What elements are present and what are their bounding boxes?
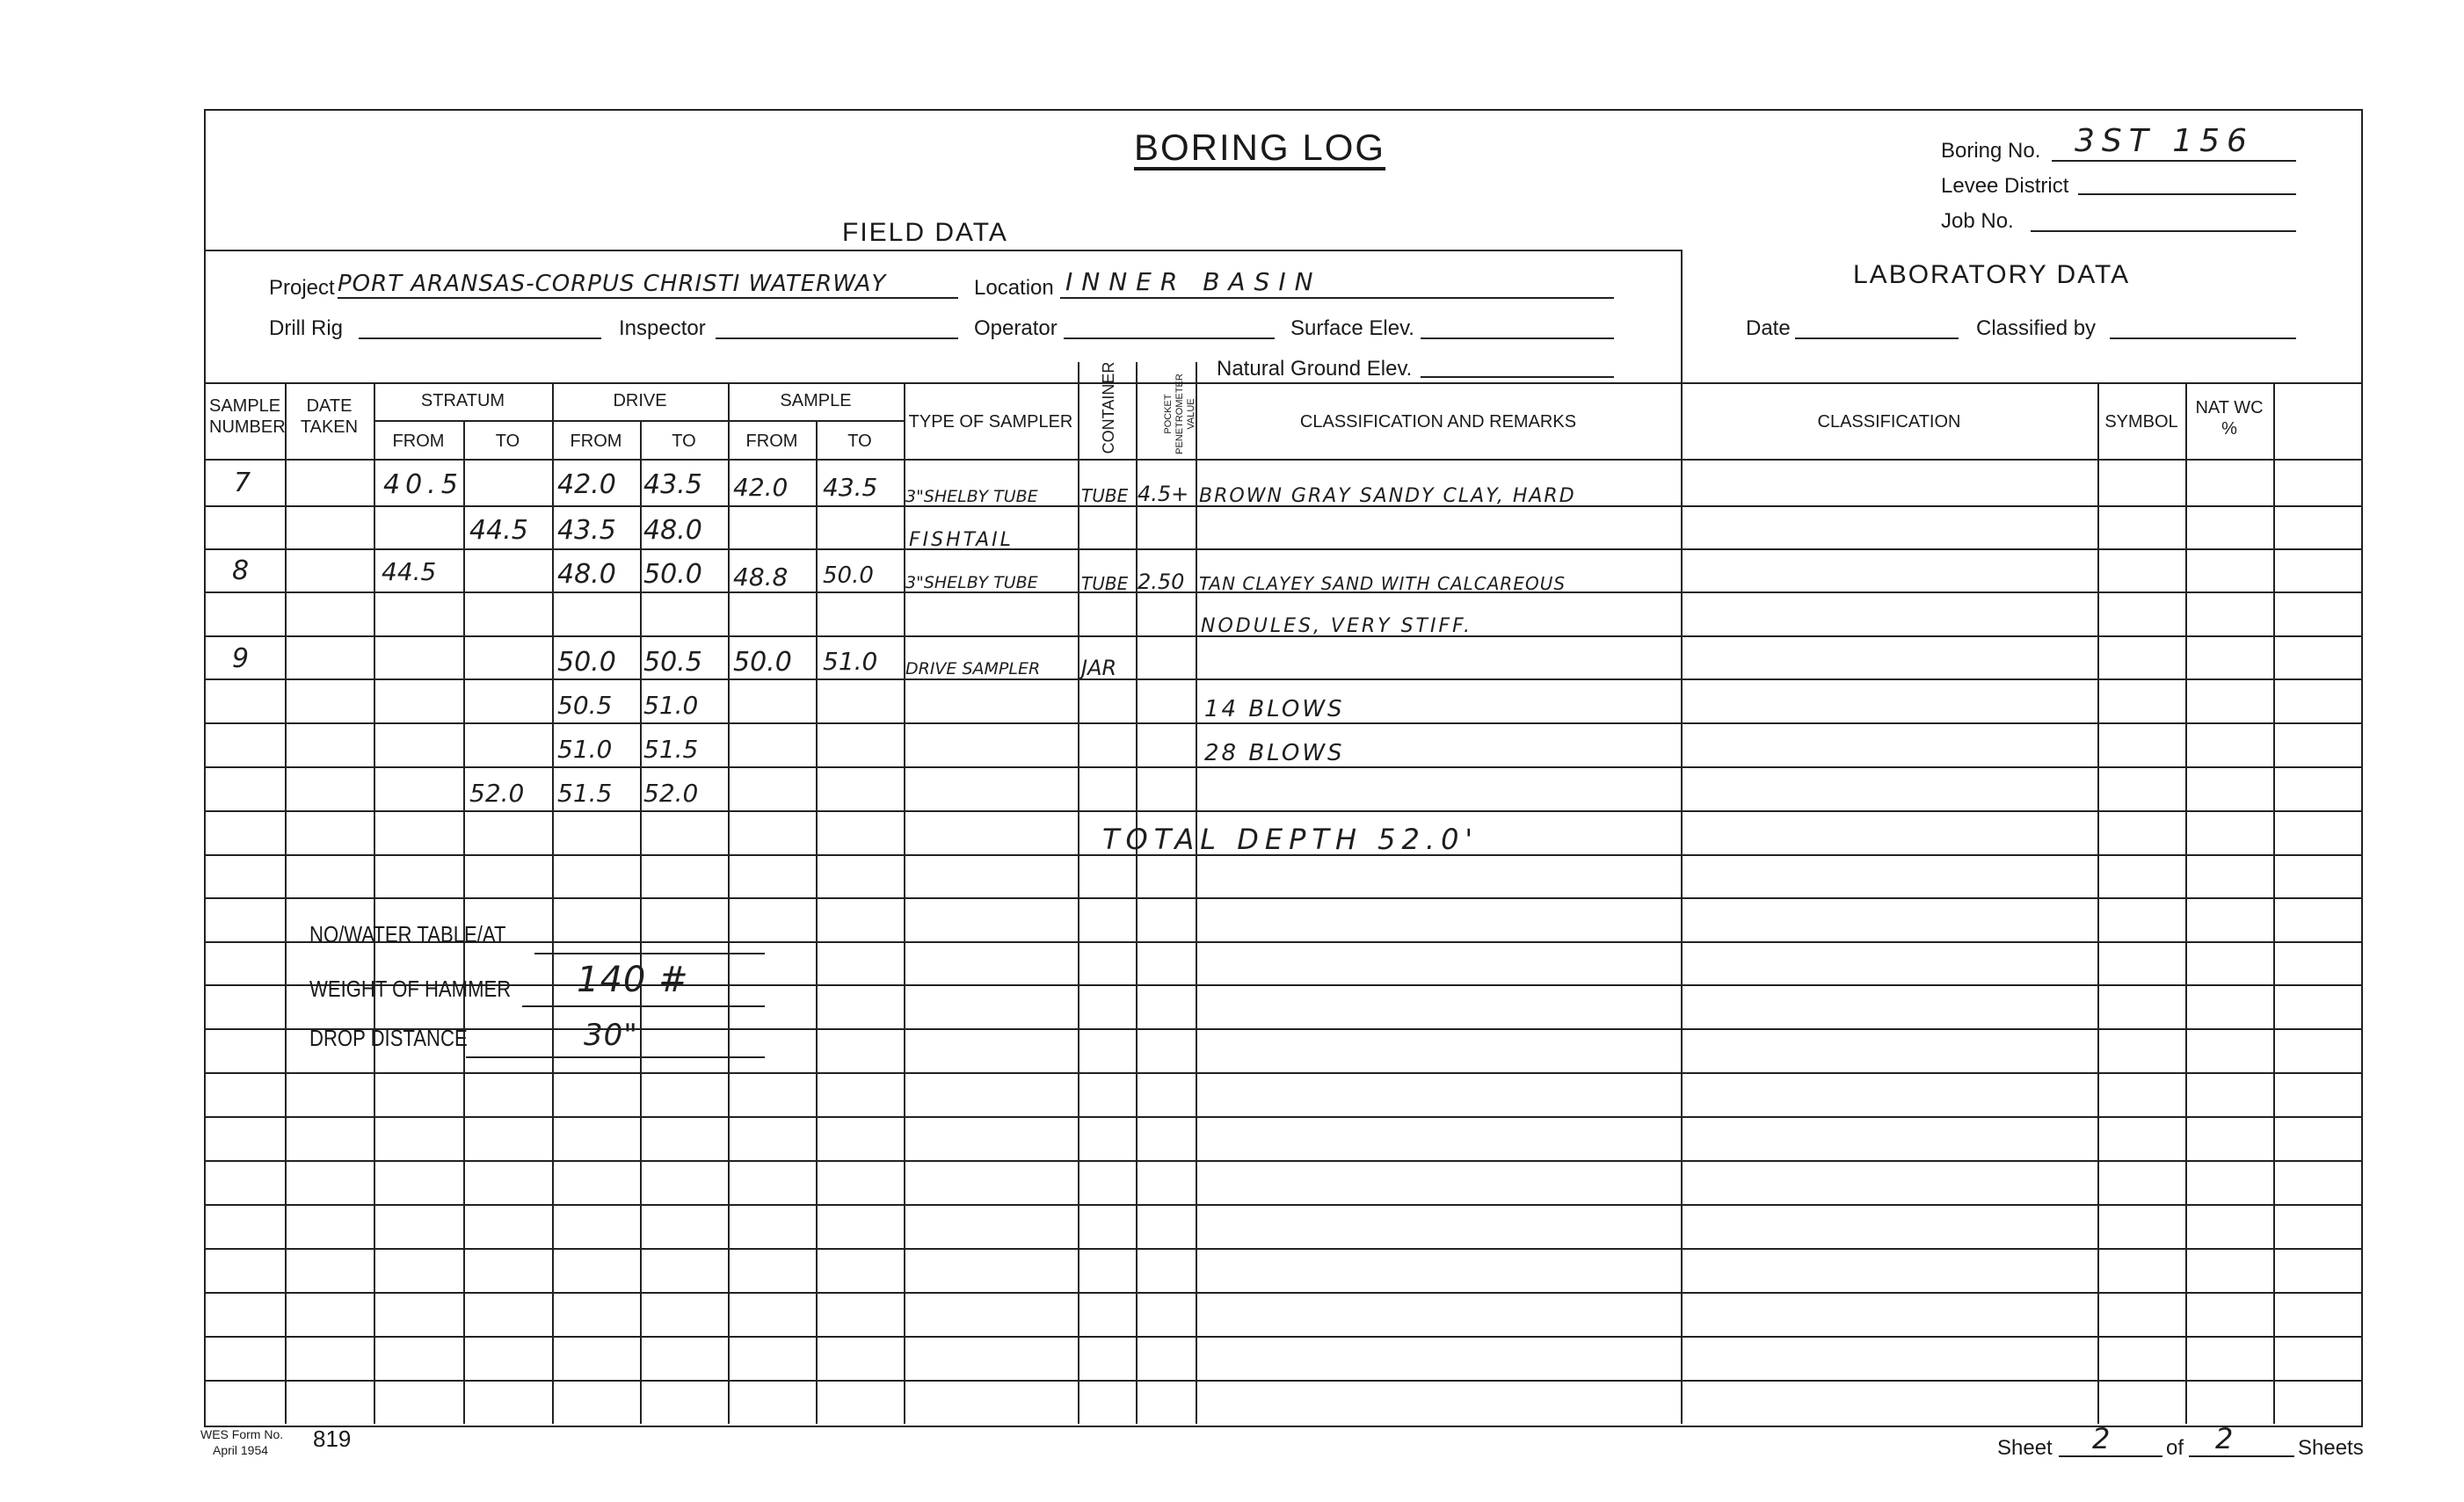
page-title: BORING LOG xyxy=(1134,127,1386,168)
col-line-9 xyxy=(1078,362,1079,1424)
subheader-line-stratum xyxy=(374,420,904,422)
row-line xyxy=(204,1160,2361,1162)
field-data-label: FIELD DATA xyxy=(842,218,1008,247)
cell-stratum-to: 52.0 xyxy=(469,779,525,808)
location-value: INNER BASIN xyxy=(1065,267,1322,296)
lab-date-line xyxy=(1795,337,1959,339)
col-line-4 xyxy=(552,382,554,1424)
sheet-label: Sheet xyxy=(1997,1436,2053,1460)
col-line-8 xyxy=(904,382,905,1424)
location-label: Location xyxy=(974,276,1054,300)
project-line xyxy=(338,297,958,299)
cell-sampler-type: 3"SHELBY TUBE xyxy=(905,573,1038,592)
row-line xyxy=(204,1248,2361,1250)
total-depth-note: TOTAL DEPTH 52.0' xyxy=(1102,823,1479,856)
header-sample-number: SAMPLE NUMBER xyxy=(209,396,286,437)
row-line xyxy=(204,897,2361,899)
header-stratum-to: TO xyxy=(495,432,520,451)
cell-sample-number: 7 xyxy=(234,468,251,498)
drill-rig-line xyxy=(359,337,601,339)
cell-sample-number: 9 xyxy=(232,643,250,674)
header-drive: DRIVE xyxy=(613,391,667,410)
cell-drive-to: 50.0 xyxy=(643,559,702,590)
field-lab-divider xyxy=(1681,250,1683,383)
project-label: Project xyxy=(269,276,335,300)
col-line-12 xyxy=(1681,382,1683,1424)
col-line-1 xyxy=(285,382,287,1424)
sheet-line xyxy=(2059,1455,2162,1457)
operator-line xyxy=(1064,337,1275,339)
operator-label: Operator xyxy=(974,316,1058,340)
cell-drive-to: 43.5 xyxy=(643,469,702,500)
cell-drive-from: 50.0 xyxy=(557,647,616,678)
col-line-5 xyxy=(640,420,642,1424)
water-table-line xyxy=(534,953,765,954)
lab-date-label: Date xyxy=(1746,316,1791,340)
cell-stratum-from: 40.5 xyxy=(383,469,463,500)
row-line xyxy=(204,722,2361,724)
inspector-line xyxy=(716,337,958,339)
sheets-label: Sheets xyxy=(2298,1436,2364,1460)
cell-stratum-to: 44.5 xyxy=(469,515,528,546)
water-table-label: NO/WATER TABLE/AT xyxy=(309,921,506,947)
job-no-label: Job No. xyxy=(1941,209,2014,233)
header-date-taken: DATE TAKEN xyxy=(300,396,359,437)
cell-drive-to: 51.0 xyxy=(643,691,699,720)
cell-pen-value: 4.5+ xyxy=(1138,482,1189,506)
header-drive-from: FROM xyxy=(570,432,622,451)
cell-remarks: 14 BLOWS xyxy=(1204,696,1345,722)
drop-distance-line xyxy=(466,1056,765,1058)
col-line-7 xyxy=(816,420,818,1424)
header-stratum: STRATUM xyxy=(420,391,505,410)
col-line-15 xyxy=(2273,382,2275,1424)
project-value: PORT ARANSAS-CORPUS CHRISTI WATERWAY xyxy=(338,271,887,297)
row-line xyxy=(204,1336,2361,1338)
surface-elev-line xyxy=(1421,337,1614,339)
cell-container: TUBE xyxy=(1081,573,1129,594)
natural-ground-elev-line xyxy=(1421,376,1614,378)
cell-drive-from: 48.0 xyxy=(557,559,616,590)
cell-sample-to: 51.0 xyxy=(823,647,878,676)
col-line-11 xyxy=(1196,362,1197,1424)
header-classification: CLASSIFICATION xyxy=(1817,412,1961,432)
header-pocket-penetrometer: POCKET PENETROMETER VALUE xyxy=(1163,374,1196,454)
cell-sample-to: 43.5 xyxy=(823,473,878,502)
boring-no-line xyxy=(2052,160,2296,162)
cell-drive-from: 43.5 xyxy=(557,515,616,546)
row-line xyxy=(204,984,2361,986)
cell-drive-from: 51.5 xyxy=(557,779,613,808)
inspector-label: Inspector xyxy=(619,316,706,340)
form-label: WES Form No. xyxy=(200,1427,284,1441)
header-sample: SAMPLE xyxy=(780,391,852,410)
row-line xyxy=(204,766,2361,768)
hammer-value: 140 # xyxy=(577,960,689,1000)
cell-sampler-type: FISHTAIL xyxy=(909,529,1014,551)
levee-district-line xyxy=(2078,193,2296,195)
row-line xyxy=(204,941,2361,943)
boring-no-value: 3ST 156 xyxy=(2075,123,2254,159)
cell-sampler-type: 3"SHELBY TUBE xyxy=(905,487,1038,506)
header-drive-to: TO xyxy=(672,432,696,451)
col-line-6 xyxy=(728,382,730,1424)
cell-drive-from: 51.0 xyxy=(557,735,613,764)
surface-elev-label: Surface Elev. xyxy=(1290,316,1414,340)
hammer-line xyxy=(522,1005,765,1007)
field-data-divider xyxy=(204,250,1681,251)
drill-rig-label: Drill Rig xyxy=(269,316,343,340)
of-line xyxy=(2189,1455,2294,1457)
row-line xyxy=(204,1204,2361,1206)
header-sample-from: FROM xyxy=(745,432,798,451)
header-symbol: SYMBOL xyxy=(2104,412,2178,432)
row-line xyxy=(204,1116,2361,1118)
row-line xyxy=(204,1072,2361,1074)
levee-district-label: Levee District xyxy=(1941,174,2069,198)
column-header-bottom xyxy=(204,459,2361,461)
drop-distance-label: DROP DISTANCE xyxy=(309,1025,468,1051)
cell-sample-number: 8 xyxy=(232,555,250,586)
natural-ground-elev-label: Natural Ground Elev. xyxy=(1217,357,1413,381)
cell-sampler-type: DRIVE SAMPLER xyxy=(905,659,1041,678)
col-line-2 xyxy=(374,382,375,1424)
header-bottom-line xyxy=(204,382,2361,384)
cell-remarks: 28 BLOWS xyxy=(1204,740,1345,766)
row-line xyxy=(204,1380,2361,1382)
form-frame xyxy=(204,109,2363,1427)
cell-container: TUBE xyxy=(1081,485,1129,506)
cell-drive-to: 48.0 xyxy=(643,515,702,546)
of-label: of xyxy=(2166,1436,2184,1460)
row-line xyxy=(204,678,2361,680)
cell-pen-value: 2.50 xyxy=(1138,570,1185,594)
cell-drive-to: 50.5 xyxy=(643,647,702,678)
row-line xyxy=(204,1028,2361,1030)
col-line-10 xyxy=(1136,362,1138,1424)
of-value: 2 xyxy=(2215,1422,2235,1455)
header-classification-remarks: CLASSIFICATION AND REMARKS xyxy=(1299,412,1577,432)
header-nat-wc: NAT WC % xyxy=(2195,398,2264,439)
location-line xyxy=(1060,297,1614,299)
header-container: CONTAINER xyxy=(1100,361,1117,454)
cell-remarks: BROWN GRAY SANDY CLAY, HARD xyxy=(1199,485,1576,507)
classified-by-line xyxy=(2110,337,2296,339)
drop-distance-value: 30" xyxy=(584,1018,638,1053)
laboratory-data-label: LABORATORY DATA xyxy=(1853,260,2131,289)
cell-drive-from: 50.5 xyxy=(557,691,613,720)
job-no-line xyxy=(2031,230,2296,232)
header-type-of-sampler: TYPE OF SAMPLER xyxy=(908,412,1073,432)
classified-by-label: Classified by xyxy=(1976,316,2097,340)
cell-sample-from: 42.0 xyxy=(733,473,789,502)
cell-sample-to: 50.0 xyxy=(823,562,874,589)
form-date: April 1954 xyxy=(213,1443,269,1457)
header-sample-to: TO xyxy=(847,432,872,451)
boring-no-label: Boring No. xyxy=(1941,139,2041,163)
cell-remarks: TAN CLAYEY SAND WITH CALCAREOUS xyxy=(1199,573,1566,594)
col-line-14 xyxy=(2185,382,2187,1424)
header-stratum-from: FROM xyxy=(392,432,445,451)
col-line-13 xyxy=(2097,382,2099,1424)
cell-stratum-from: 44.5 xyxy=(382,557,437,586)
form-number: 819 xyxy=(313,1426,352,1452)
sheet-value: 2 xyxy=(2092,1422,2111,1455)
cell-drive-to: 52.0 xyxy=(643,779,699,808)
cell-container: JAR xyxy=(1081,656,1117,680)
cell-sample-from: 48.8 xyxy=(733,562,789,591)
cell-drive-to: 51.5 xyxy=(643,735,699,764)
cell-sample-from: 50.0 xyxy=(733,647,792,678)
row-line xyxy=(204,548,2361,550)
row-line xyxy=(204,1292,2361,1294)
hammer-label: WEIGHT OF HAMMER xyxy=(309,976,512,1002)
cell-remarks: NODULES, VERY STIFF. xyxy=(1201,615,1472,637)
cell-drive-from: 42.0 xyxy=(557,469,616,500)
row-line xyxy=(204,810,2361,812)
